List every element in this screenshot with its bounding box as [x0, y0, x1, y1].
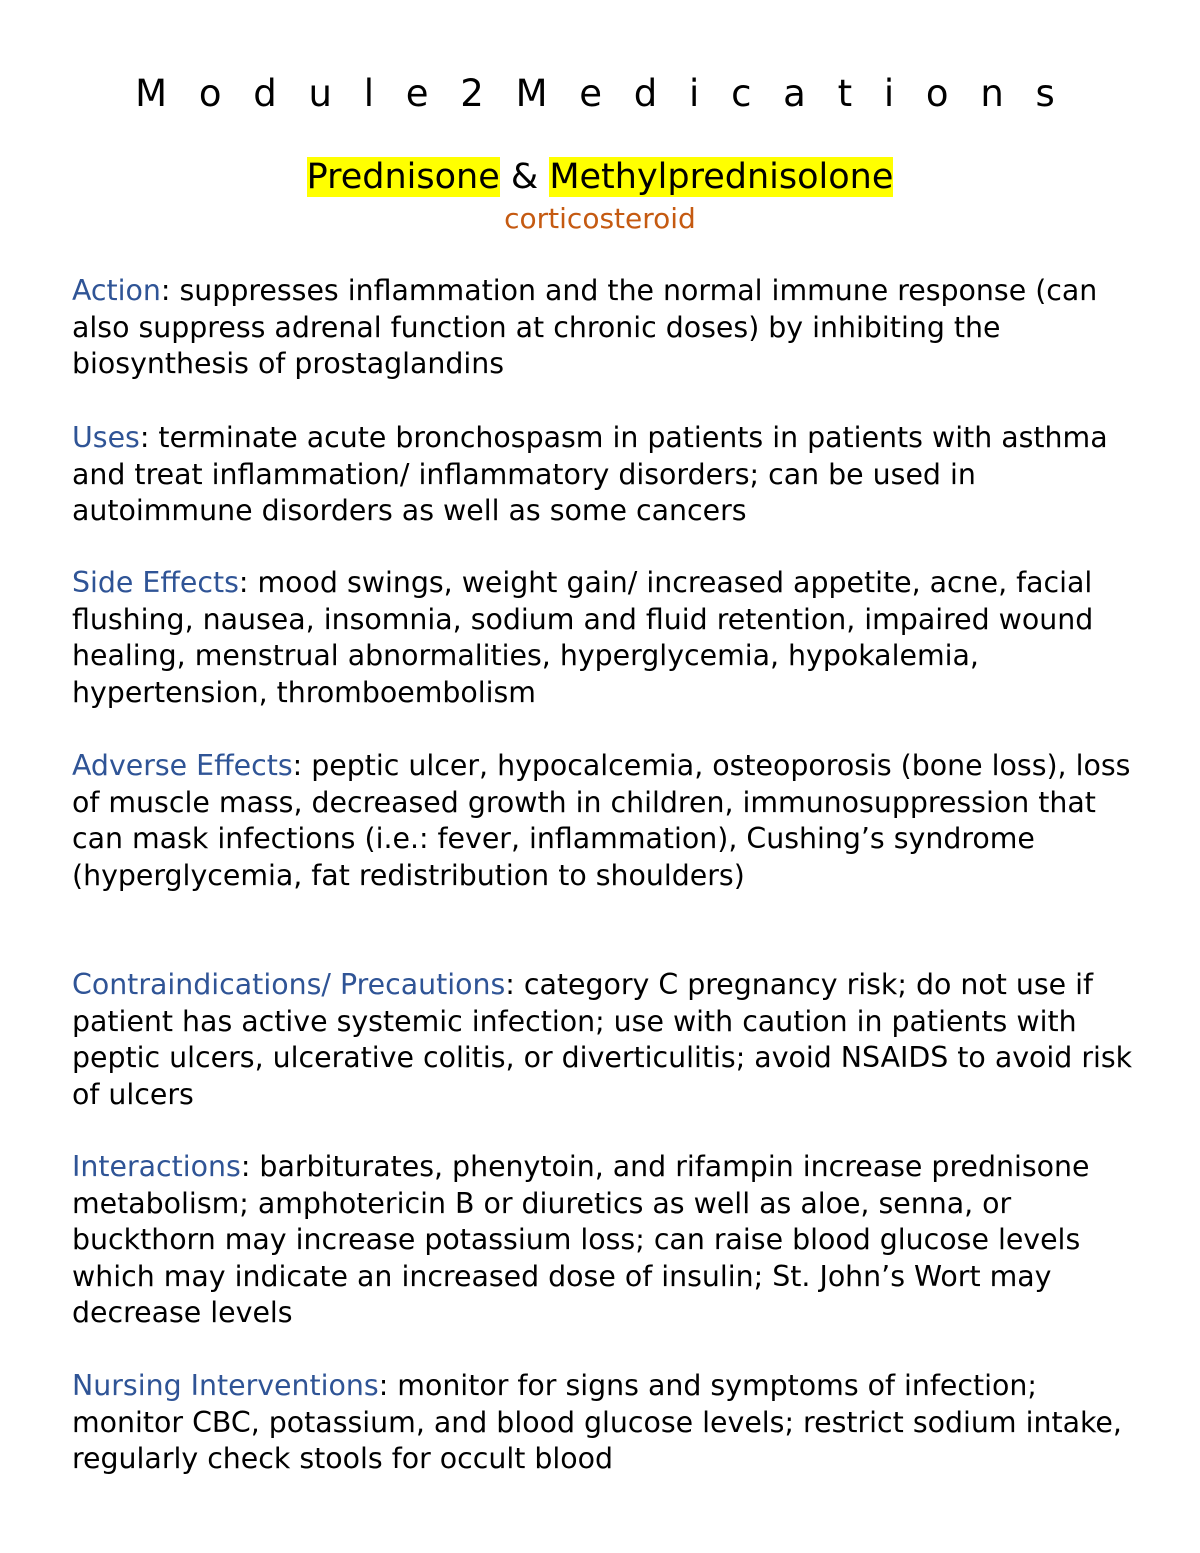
page-title: M o d u l e 2 M e d i c a t i o n s	[135, 72, 1065, 115]
section-nursing-interventions	[72, 1368, 1142, 1478]
section-contraindications	[72, 967, 1142, 1113]
section-label: Action	[72, 274, 161, 307]
section-uses	[72, 420, 1142, 530]
section-text: : category C pregnancy risk; do not use if patient has active systemic infection; use with caution in patients with peptic ulcers, ulcerative colitis, or diverticulitis; avoid NSAIDS to avoid risk of ulcers	[72, 968, 1133, 1111]
section-text: : monitor for signs and symptoms of infection; monitor CBC, potassium, and blood glucose levels; restrict sodium intake, regularly check stools for occult blood	[72, 1369, 1122, 1476]
section-label: Nursing Interventions	[72, 1369, 379, 1402]
drug-class: corticosteroid	[504, 202, 696, 235]
section-side-effects	[72, 565, 1142, 711]
section-text: : peptic ulcer, hypocalcemia, osteoporosis (bone loss), loss of muscle mass, decreased growth in children, immunosuppression that can mask infections (i.e.: fever, inflammation), Cushing’s syndrome (hyperglycemia, fat redistribution to shoulders)	[72, 749, 1131, 892]
section-text: : suppresses inflammation and the normal immune response (can also suppress adrenal function at chronic doses) by inhibiting the biosynthesis of prostaglandins	[72, 274, 1098, 381]
section-text: : barbiturates, phenytoin, and rifampin increase prednisone metabolism; amphotericin B or diuretics as well as aloe, senna, or buckthorn may increase potassium loss; can raise blood glucose levels which may indicate an increased dose of insulin; St. John’s Wort may decrease levels	[72, 1150, 1090, 1330]
section-label: Interactions	[72, 1150, 241, 1183]
section-adverse-effects	[72, 748, 1142, 894]
section-label: Adverse Effects	[72, 749, 293, 782]
section-text: : mood swings, weight gain/ increased appetite, acne, facial flushing, nausea, insomnia, sodium and fluid retention, impaired wound healing, menstrual abnormalities, hyperglycemia, hypokalemia, hypertension, thromboembolism	[72, 566, 1094, 709]
drug-connector: &	[510, 157, 539, 197]
section-label: Uses	[72, 421, 140, 454]
drug-name-methylprednisolone: Methylprednisolone	[549, 157, 894, 197]
drug-names-heading	[0, 153, 1200, 201]
section-action	[72, 273, 1142, 383]
drug-name-prednisone: Prednisone	[306, 157, 500, 197]
section-label: Contraindications/ Precautions	[72, 968, 506, 1001]
section-interactions	[72, 1149, 1142, 1332]
section-text: : terminate acute bronchospasm in patients in patients with asthma and treat inflammation/ inflammatory disorders; can be used in autoimmune disorders as well as some cancers	[72, 421, 1108, 528]
section-label: Side Effects	[72, 566, 239, 599]
